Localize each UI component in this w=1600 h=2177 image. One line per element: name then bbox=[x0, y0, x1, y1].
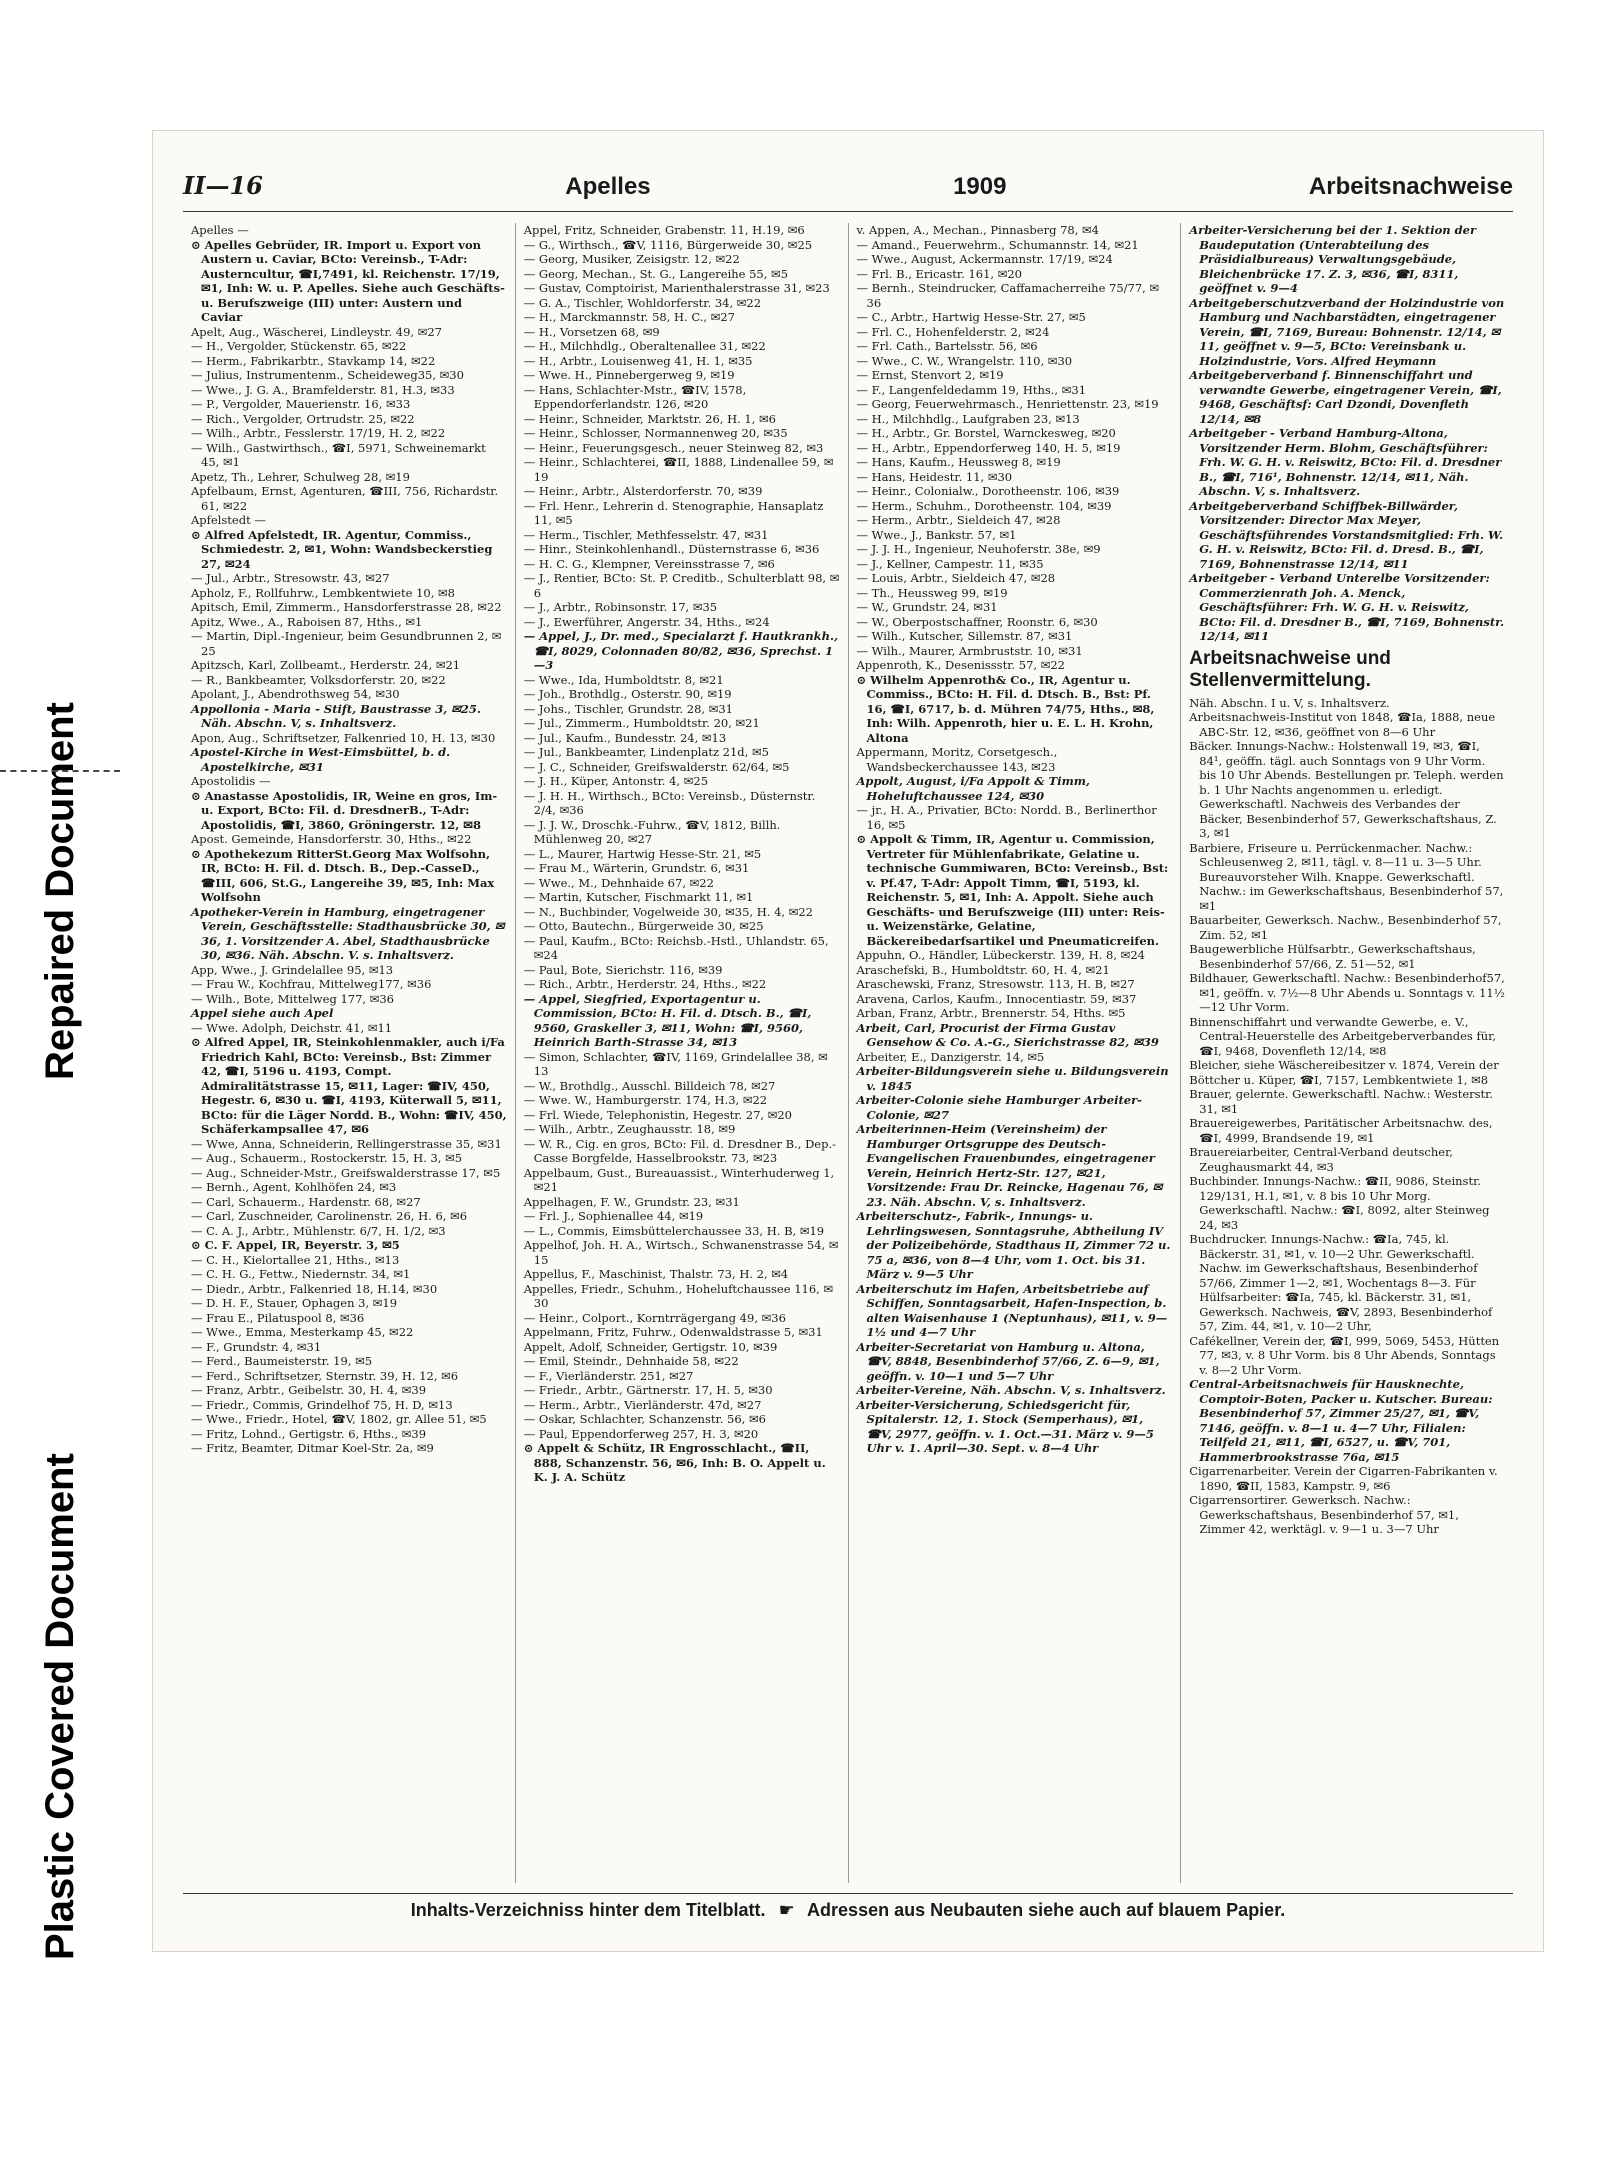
year: 1909 bbox=[953, 173, 1007, 200]
directory-entry: — Oskar, Schlachter, Schanzenstr. 56, ✉6 bbox=[523, 1412, 766, 1426]
directory-entry: — Friedr., Commis, Grindelhof 75, H. D, ✉13 bbox=[191, 1397, 453, 1412]
directory-entry: — F., Langenfeldedamm 19, Hths., ✉31 bbox=[856, 382, 1087, 397]
directory-entry: ⊙ Anastasse Apostolidis, IR, Weine en gros, Im- u. Export, BCto: Fil. d. DresdnerB., T-Adr: Apostolidis, ☎I, 3860, Gröningerstr. 12, ✉8 bbox=[191, 788, 498, 832]
directory-entry: Arbeiter-Versicherung bei der 1. Sektion der Baudeputation (Unterabteilung des Präsidialbureaus) Verwaltungsgebäude, Bleichenbrücke 17. Z. 3, ✉36, ☎I, 8311, geöffnet v. 9—4 bbox=[1189, 223, 1477, 295]
directory-entry: v. Appen, A., Mechan., Pinnasberg 78, ✉4 bbox=[856, 223, 1099, 237]
directory-entry: Bildhauer, Gewerkschaftl. Nachw.: Besenbinderhof57, ✉1, geöffn. v. 7½—8 Uhr Abends u. Sonntags v. 11½—12 Uhr Vorm. bbox=[1189, 971, 1505, 1014]
directory-entry: — Hinr., Steinkohlenhandl., Düsternstrasse 6, ✉36 bbox=[523, 542, 820, 556]
directory-entry: Appellus, F., Maschinist, Thalstr. 73, H. 2, ✉4 bbox=[523, 1267, 789, 1281]
directory-entry: Aravena, Carlos, Kaufm., Innocentiastr. 59, ✉37 bbox=[856, 991, 1137, 1006]
directory-entry: — D. H. F., Stauer, Ophagen 3, ✉19 bbox=[191, 1296, 398, 1310]
directory-entry: Arbeiter-Vereine, Näh. Abschn. V, s. Inhaltsverz. bbox=[856, 1383, 1166, 1397]
directory-entry: Bleicher, siehe Wäschereibesitzer v. 1874, Verein der bbox=[1189, 1058, 1499, 1072]
directory-entry: — Wwe., C. W., Wrangelstr. 110, ✉30 bbox=[856, 353, 1073, 368]
directory-entry: — H., Milchhdlg., Laufgraben 23, ✉13 bbox=[856, 411, 1080, 426]
directory-entry: Apfelstedt — bbox=[191, 513, 266, 527]
directory-entry: — Heinr., Colonialw., Dorotheenstr. 106, ✉39 bbox=[856, 484, 1120, 498]
directory-entry: Appel, Fritz, Schneider, Grabenstr. 11, H.19, ✉6 bbox=[523, 223, 805, 237]
directory-entry: Araschewski, Franz, Stresowstr. 113, H. B, ✉27 bbox=[856, 977, 1135, 991]
directory-entry: — G., Wirthsch., ☎V, 1116, Bürgerweide 30, ✉25 bbox=[523, 237, 813, 252]
directory-entry: — H., Vergolder, Stückenstr. 65, ✉22 bbox=[191, 339, 407, 353]
directory-entry: — H., Vorsetzen 68, ✉9 bbox=[523, 324, 660, 339]
directory-entry: — Wilh., Arbtr., Fesslerstr. 17/19, H. 2, ✉22 bbox=[191, 426, 446, 440]
directory-entry: ⊙ Apothekezum RitterSt.Georg Max Wolfsohn, IR, BCto: H. Fil. d. Dtsch. B., Dep.-CasseD., ☎III, 606, St.G., Langereihe 39, ✉5, Inh: Max Wolfsohn bbox=[191, 846, 495, 904]
directory-entry: Appelbaum, Gust., Bureauassist., Winterhuderweg 1, ✉21 bbox=[523, 1165, 835, 1194]
directory-entry: — W. R., Cig. en gros, BCto: Fil. d. Dresdner B., Dep.-Casse Borgfelde, Hasselbrookstr. 73, ✉23 bbox=[523, 1136, 837, 1165]
divider-dashed bbox=[0, 770, 120, 772]
directory-entry: — Frau W., Kochfrau, Mittelweg177, ✉36 bbox=[191, 977, 432, 991]
directory-entry: — Fritz, Lohnd., Gertigstr. 6, Hths., ✉39 bbox=[191, 1426, 427, 1441]
directory-entry: Cigarrensortirer. Gewerksch. Nachw.: Gewerkschaftshaus, Besenbinderhof 57, ✉1, Zimmer 42, werktägl. v. 9—1 u. 3—7 Uhr bbox=[1189, 1493, 1459, 1536]
directory-entry: ⊙ Alfred Appel, IR, Steinkohlenmakler, auch i/Fa Friedrich Kahl, BCto: Vereinsb., Bst: Zimmer 42, ☎I, 5196 u. 4193, Compt. Admiralitätstrasse 15, ✉11, Lager: ☎IV, 450, Hegestr. 6, ✉30 u. ☎I, 4193, Küterwall 5, ✉11, BCto: für die Läger Nordd. B., Wohn: ☎IV, 450, Schäferkampsallee 47, ✉6 bbox=[191, 1035, 507, 1136]
directory-entry: — J., Arbtr., Robinsonstr. 17, ✉35 bbox=[523, 600, 718, 614]
directory-entry: — G. A., Tischler, Wohldorferstr. 34, ✉22 bbox=[523, 295, 762, 310]
scanned-page-area bbox=[120, 50, 1590, 2010]
directory-entry: — Diedr., Arbtr., Falkenried 18, H.14, ✉30 bbox=[191, 1281, 438, 1296]
directory-entry: — Georg, Mechan., St. G., Langereihe 55, ✉5 bbox=[523, 266, 789, 281]
directory-entry: — J., Kellner, Campestr. 11, ✉35 bbox=[856, 556, 1044, 571]
directory-entry: — W., Grundstr. 24, ✉31 bbox=[856, 600, 998, 614]
column-1 bbox=[183, 223, 516, 1883]
directory-entry: Arbeiter-Colonie siehe Hamburger Arbeiter-Colonie, ✉27 bbox=[856, 1093, 1142, 1122]
directory-entry: Apostel-Kirche in West-Eimsbüttel, b. d. Apostelkirche, ✉31 bbox=[191, 745, 451, 774]
directory-entry: — Bernh., Agent, Kohlhöfen 24, ✉3 bbox=[191, 1180, 397, 1194]
directory-entry: — Rich., Vergolder, Ortrudstr. 25, ✉22 bbox=[191, 411, 415, 426]
directory-entry: Appenroth, K., Desenissstr. 57, ✉22 bbox=[856, 658, 1065, 672]
directory-entry: — Otto, Bautechn., Bürgerweide 30, ✉25 bbox=[523, 919, 764, 933]
directory-entry: — Wilh., Maurer, Armbruststr. 10, ✉31 bbox=[856, 643, 1083, 658]
directory-entry: Apotheker-Verein in Hamburg, eingetragener Verein, Geschäftsstelle: Stadthausbrücke 30, ✉36, 1. Vorsitzender A. Abel, Stadthausbrücke 30, ✉36. Näh. Abschn. V. s. Inhaltsverz. bbox=[191, 904, 505, 962]
directory-entry: — Frl. Henr., Lehrerin d. Stenographie, Hansaplatz 11, ✉5 bbox=[523, 498, 824, 527]
directory-entry: ⊙ Alfred Apfelstedt, IR. Agentur, Commiss., Schmiedestr. 2, ✉1, Wohn: Wandsbeckerstieg 27, ✉24 bbox=[191, 527, 493, 571]
directory-entry: Cigarrenarbeiter. Verein der Cigarren-Fabrikanten v. 1890, ☎II, 1583, Kampstr. 9, ✉6 bbox=[1189, 1464, 1498, 1493]
left-running-title: Apelles bbox=[565, 173, 651, 200]
directory-entry: Arbeitgeber - Verband Unterelbe Vorsitzender: Commerzienrath Joh. A. Menck, Geschäftsführer: Frh. W. G. H. v. Reiswitz, BCto: Fil. d. Dresdner B., ☎I, 7169, Bohnenstr. 12/14, ✉11 bbox=[1189, 571, 1505, 643]
directory-entry: — Emil, Steindr., Dehnhaide 58, ✉22 bbox=[523, 1354, 739, 1368]
right-running-title: Arbeitsnachweise bbox=[1308, 173, 1513, 200]
directory-entry: — Frl. Wiede, Telephonistin, Hegestr. 27, ✉20 bbox=[523, 1107, 792, 1122]
column-2 bbox=[516, 223, 849, 1883]
directory-entry: Arbeiter-Bildungsverein siehe u. Bildungsverein v. 1845 bbox=[856, 1064, 1169, 1093]
directory-entry: — L., Commis, Eimsbüttelerchaussee 33, H. B, ✉19 bbox=[523, 1223, 825, 1238]
pointing-hand-icon: ☛ bbox=[778, 1900, 795, 1921]
directory-entry: — Hans, Kaufm., Heussweg 8, ✉19 bbox=[856, 455, 1061, 469]
directory-entry: Arbeitsnachweis-Institut von 1848, ☎Ia, 1888, neue ABC-Str. 12, ✉36, geöffnet von 8—6 Uhr bbox=[1189, 710, 1496, 739]
directory-entry: — Wwe, Anna, Schneiderin, Rellingerstrasse 35, ✉31 bbox=[191, 1136, 502, 1151]
page-footer bbox=[183, 1893, 1513, 1930]
directory-entry: — Georg, Musiker, Zeisigstr. 12, ✉22 bbox=[523, 252, 740, 266]
directory-entry: Brauereiarbeiter, Central-Verband deutscher, Zeughausmarkt 44, ✉3 bbox=[1189, 1145, 1453, 1174]
directory-entry: — Wilh., Bote, Mittelweg 177, ✉36 bbox=[191, 991, 394, 1006]
directory-entry: — N., Buchbinder, Vogelweide 30, ✉35, H. 4, ✉22 bbox=[523, 904, 813, 919]
directory-entry: — W., Oberpostschaffner, Roonstr. 6, ✉30 bbox=[856, 614, 1098, 629]
directory-entry: Araschefski, B., Humboldtstr. 60, H. 4, ✉21 bbox=[856, 962, 1110, 977]
repaired-document-label: Repaired Document bbox=[38, 702, 82, 1080]
directory-entry: — Wilh., Kutscher, Sillemstr. 87, ✉31 bbox=[856, 629, 1073, 643]
directory-entry: — Heinr., Colport., Korntrrägergang 49, ✉36 bbox=[523, 1310, 786, 1325]
directory-entry: Binnenschiffahrt und verwandte Gewerbe, e. V., Central-Heuerstelle des Arbeitgeberverbandes für, ☎I, 9468, Dovenfleth 12/14, ✉8 bbox=[1189, 1014, 1497, 1058]
footer-left-text: Inhalts-Verzeichniss hinter dem Titelblatt. bbox=[410, 1900, 766, 1920]
directory-entry: — Heinr., Feuerungsgesch., neuer Steinweg 82, ✉3 bbox=[523, 440, 824, 455]
directory-entry: — Fritz, Beamter, Ditmar Koel-Str. 2a, ✉9 bbox=[191, 1441, 434, 1455]
directory-page bbox=[152, 130, 1544, 1952]
directory-entry: Apitzsch, Karl, Zollbeamt., Herderstr. 24, ✉21 bbox=[191, 658, 461, 672]
directory-entry: — J. H., Küper, Antonstr. 4, ✉25 bbox=[523, 774, 709, 788]
directory-entry: — Herm., Fabrikarbtr., Stavkamp 14, ✉22 bbox=[191, 353, 436, 368]
directory-entry: Buchdrucker. Innungs-Nachw.: ☎Ia, 745, kl. Bäckerstr. 31, ✉1, v. 10—2 Uhr. Gewerkschaftl. Nachw. im Gewerkschaftshaus, Besenbinderhof 57/66, Zimmer 1—2, ✉1, Wochentags 8—3. Für Hülfsarbeiter: ☎Ia, 745, kl. Bäckerstr. 31, ✉1, Gewerksch. Nachweis, ☎V, 2893, Besenbinderhof 57, Zim. 44, ✉1, v. 10—2 Uhr, bbox=[1189, 1232, 1493, 1333]
directory-entry: — F., Grundstr. 4, ✉31 bbox=[191, 1339, 322, 1354]
directory-entry: — Aug., Schauerm., Rostockerstr. 15, H. 3, ✉5 bbox=[191, 1151, 463, 1165]
directory-entry: Arbeit, Carl, Procurist der Firma Gustav Gensehow & Co. A.-G., Sierichstrasse 82, ✉39 bbox=[856, 1020, 1159, 1049]
column-3 bbox=[849, 223, 1182, 1883]
directory-entry: — Georg, Feuerwehrmasch., Henriettenstr. 23, ✉19 bbox=[856, 397, 1159, 411]
directory-entry: — Herm., Arbtr., Vierländerstr. 47d, ✉27 bbox=[523, 1397, 762, 1412]
directory-entry: — Franz, Arbtr., Geibelstr. 30, H. 4, ✉39 bbox=[191, 1383, 427, 1397]
directory-entry: — Julius, Instrumentenm., Scheideweg35, ✉30 bbox=[191, 368, 464, 382]
directory-entry: — C. A. J., Arbtr., Mühlenstr. 6/7, H. 1/2, ✉3 bbox=[191, 1223, 446, 1238]
directory-entry: — L., Maurer, Hartwig Hesse-Str. 21, ✉5 bbox=[523, 846, 762, 861]
directory-entry: — Bernh., Steindrucker, Caffamacherreihe 75/77, ✉36 bbox=[856, 281, 1160, 310]
directory-entry: — H., Arbtr., Eppendorferweg 140, H. 5, ✉19 bbox=[856, 440, 1121, 455]
directory-entry: — Frau E., Pilatuspool 8, ✉36 bbox=[191, 1310, 365, 1325]
directory-entry: Arbeitsnachweise und Stellenvermittelung. bbox=[1189, 647, 1391, 691]
directory-entry: — Wwe., Friedr., Hotel, ☎V, 1802, gr. Allee 51, ✉5 bbox=[191, 1412, 487, 1426]
directory-entry: — Heinr., Arbtr., Alsterdorferstr. 70, ✉39 bbox=[523, 484, 763, 498]
directory-entry: Appollonia - Maria - Stift, Baustrasse 3, ✉25. Näh. Abschn. V, s. Inhaltsverz. bbox=[191, 701, 481, 730]
directory-entry: — Rich., Arbtr., Herderstr. 24, Hths., ✉22 bbox=[523, 977, 767, 991]
directory-entry: — Herm., Tischler, Methfesselstr. 47, ✉31 bbox=[523, 527, 769, 542]
directory-entry: Apost. Gemeinde, Hansdorferstr. 30, Hths., ✉22 bbox=[191, 832, 472, 846]
directory-entry: Arbeitgeberverband Schiffbek-Billwärder, Vorsitzender: Director Max Meyer, Geschäftsführendes Vorstandsmitglied: Frh. W. G. H. v. Reiswitz, BCto: Fil. d. Dresd. B., ☎I, 7169, Bohnenstrasse 12/14, ✉11 bbox=[1189, 498, 1504, 571]
directory-entry: Appuhn, O., Händler, Lübeckerstr. 139, H. 8, ✉24 bbox=[856, 948, 1145, 962]
directory-entry: Appel siehe auch Apel bbox=[191, 1006, 334, 1020]
directory-entry: Appelt, Adolf, Schneider, Gertigstr. 10, ✉39 bbox=[523, 1339, 778, 1354]
directory-entry: Appolt, August, i/Fa Appolt & Timm, Hoheluftchaussee 124, ✉30 bbox=[856, 774, 1090, 803]
directory-entry: — Paul, Eppendorferweg 257, H. 3, ✉20 bbox=[523, 1426, 759, 1441]
directory-entry: — Paul, Bote, Sierichstr. 116, ✉39 bbox=[523, 962, 723, 977]
directory-entry: — Hans, Schlachter-Mstr., ☎IV, 1578, Eppendorferlandstr. 126, ✉20 bbox=[523, 382, 747, 411]
directory-entry: — Louis, Arbtr., Sieldeich 47, ✉28 bbox=[856, 571, 1056, 585]
directory-entry: — Th., Heussweg 99, ✉19 bbox=[856, 585, 1008, 600]
directory-entry: — Martin, Kutscher, Fischmarkt 11, ✉1 bbox=[523, 890, 754, 904]
directory-entry: — J. J. W., Droschk.-Fuhrw., ☎V, 1812, Billh. Mühlenweg 20, ✉27 bbox=[523, 817, 781, 846]
directory-entry: Appelmann, Fritz, Fuhrw., Odenwaldstrasse 5, ✉31 bbox=[523, 1325, 823, 1339]
directory-entry: — Wwe. W., Hamburgerstr. 174, H.3, ✉22 bbox=[523, 1093, 768, 1107]
directory-entry: — Wwe. H., Pinnebergerweg 9, ✉19 bbox=[523, 368, 735, 382]
directory-entry: Brauer, gelernte. Gewerkschaftl. Nachw.: Westerstr. 31, ✉1 bbox=[1189, 1087, 1494, 1116]
directory-entry: Arbeitgeber - Verband Hamburg-Altona, Vorsitzender Herm. Blohm, Geschäftsführer: Frh. W. G. H. v. Reiswitz, BCto: Fil. d. Dresdner B., ☎I, 716¹, Bohnenstr. 12/14, ✉11, Näh. Abschn. V, s. Inhaltsverz. bbox=[1189, 426, 1502, 498]
directory-entry: Appermann, Moritz, Corsetgesch., Wandsbeckerchaussee 143, ✉23 bbox=[856, 745, 1058, 774]
directory-entry: — Frl. J., Sophienallee 44, ✉19 bbox=[523, 1209, 704, 1223]
directory-entry: — Friedr., Arbtr., Gärtnerstr. 17, H. 5, ✉30 bbox=[523, 1383, 773, 1397]
directory-entry: Apitz, Wwe., A., Raboisen 87, Hths., ✉1 bbox=[191, 614, 423, 629]
directory-entry: — Jul., Bankbeamter, Lindenplatz 21d, ✉5 bbox=[523, 745, 769, 759]
directory-entry: — H., Marckmannstr. 58, H. C., ✉27 bbox=[523, 310, 735, 324]
column-4 bbox=[1181, 223, 1513, 1883]
directory-entry: Arbeiterinnen-Heim (Vereinsheim) der Hamburger Ortsgruppe des Deutsch-Evangelischen Frauenbundes, eingetragener Verein, Heinrich Hertz-Str. 127, ✉21, Vorsitzende: Frau Dr. Reincke, Hagenau 76, ✉23. Näh. Abschn. V, s. Inhaltsverz. bbox=[856, 1122, 1163, 1209]
directory-entry: — P., Vergolder, Mauerienstr. 16, ✉33 bbox=[191, 397, 411, 411]
directory-entry: — Ferd., Baumeisterstr. 19, ✉5 bbox=[191, 1354, 373, 1368]
directory-entry: — Appel, Siegfried, Exportagentur u. Commission, BCto: H. Fil. d. Dtsch. B., ☎I, 9560, Graskeller 3, ✉11, Wohn: ☎I, 9560, Heinrich Barth-Strasse 34, ✉13 bbox=[523, 991, 812, 1049]
directory-entry: Apholz, F., Rollfuhrw., Lembkentwiete 10, ✉8 bbox=[191, 585, 455, 600]
directory-entry: Apelt, Aug., Wäscherei, Lindleystr. 49, ✉27 bbox=[191, 324, 442, 339]
directory-entry: — Wwe., J., Bankstr. 57, ✉1 bbox=[856, 527, 1017, 542]
directory-entry: Arbeitgeberverband f. Binnenschiffahrt und verwandte Gewerbe, eingetragener Verein, ☎I, 9468, Geschäftsf: Carl Dzondi, Dovenfleth 12/14, ✉8 bbox=[1189, 368, 1502, 426]
directory-entry: ⊙ Wilhelm Appenroth& Co., IR, Agentur u. Commiss., BCto: H. Fil. d. Dtsch. B., Bst: Pf. 16, ☎I, 6717, b. d. Mühren 74/75, Hths., ✉8, Inh: Wilh. Appenroth, hier u. E. L. H. Krohn, Altona bbox=[856, 672, 1155, 745]
directory-entry: — W., Brothdlg., Ausschl. Billdeich 78, ✉27 bbox=[523, 1078, 776, 1093]
directory-entry: — Wwe., Emma, Mesterkamp 45, ✉22 bbox=[191, 1325, 414, 1339]
footer-right-text: Adressen aus Neubauten siehe auch auf blauem Papier. bbox=[807, 1900, 1286, 1920]
directory-entry: — Herm., Schuhm., Dorotheenstr. 104, ✉39 bbox=[856, 498, 1112, 513]
directory-entry: — Paul, Kaufm., BCto: Reichsb.-Hstl., Uhlandstr. 65, ✉24 bbox=[523, 933, 829, 962]
directory-entry: Appelhagen, F. W., Grundstr. 23, ✉31 bbox=[523, 1194, 740, 1209]
directory-entry: — Wwe., August, Ackermannstr. 17/19, ✉24 bbox=[856, 252, 1113, 266]
directory-entry: — H., Arbtr., Louisenweg 41, H. 1, ✉35 bbox=[523, 353, 753, 368]
directory-entry: Central-Arbeitsnachweis für Hausknechte, Comptoir-Boten, Packer u. Kutscher. Bureau: Besenbinderhof 57, Zimmer 25/27, ✉1, ☎V, 7146, geöffn. v. 8—1 u. 4—7 Uhr, Filialen: Teilfeld 21, ✉11, ☎I, 6527, u. ☎V, 701, Hammerbrookstrasse 76a, ✉15 bbox=[1189, 1377, 1493, 1464]
directory-entry: — J. J. H., Ingenieur, Neuhoferstr. 38e, ✉9 bbox=[856, 542, 1101, 556]
directory-entry: — H., Arbtr., Gr. Borstel, Warnckesweg, ✉20 bbox=[856, 426, 1116, 440]
directory-entry: — J., Rentier, BCto: St. P. Creditb., Schulterblatt 98, ✉6 bbox=[523, 571, 840, 600]
directory-entry: — Herm., Arbtr., Sieldeich 47, ✉28 bbox=[856, 513, 1061, 527]
directory-entry: — Carl, Schauerm., Hardenstr. 68, ✉27 bbox=[191, 1194, 421, 1209]
directory-entry: — J. H. H., Wirthsch., BCto: Vereinsb., Düsternstr. 2/4, ✉36 bbox=[523, 788, 816, 817]
directory-entry: — Martin, Dipl.-Ingenieur, beim Gesundbrunnen 2, ✉25 bbox=[191, 629, 502, 658]
directory-entry: Barbiere, Friseure u. Perrückenmacher. Nachw.: Schleusenweg 2, ✉11, tägl. v. 8—11 u. 3—5 Uhr. Bureauvorsteher Wilh. Knappe. Gewerkschaftl. Nachw.: im Gewerkschaftshaus, Besenbinderhof 57, ✉1 bbox=[1189, 840, 1504, 913]
directory-entry: — Jul., Arbtr., Stresowstr. 43, ✉27 bbox=[191, 571, 390, 585]
page-header bbox=[183, 171, 1513, 212]
directory-entry: Arbeiter-Secretariat von Hamburg u. Altona, ☎V, 8848, Besenbinderhof 57/66, Z. 6—9, ✉1, geöffn. v. 10—1 und 5—7 Uhr bbox=[856, 1339, 1160, 1383]
directory-entry: — Wilh., Arbtr., Zeughausstr. 18, ✉9 bbox=[523, 1122, 736, 1136]
directory-entry: — Wwe., M., Dehnhaide 67, ✉22 bbox=[523, 875, 714, 890]
directory-entry: App, Wwe., J. Grindelallee 95, ✉13 bbox=[191, 962, 394, 977]
directory-entry: Näh. Abschn. I u. V, s. Inhaltsverz. bbox=[1189, 695, 1390, 710]
directory-entry: Arbeiter, E., Danzigerstr. 14, ✉5 bbox=[856, 1049, 1045, 1064]
directory-entry: Apelles — bbox=[191, 223, 249, 237]
directory-entry: ⊙ Appolt & Timm, IR, Agentur u. Commission, Vertreter für Mühlenfabrikate, Gelatine u. technische Gummiwaren, BCto: Vereinsb., Bst: v. Pf.47, T-Adr: Appolt Timm, ☎I, 5193, kl. Reichenstr. 5, ✉1, Inh: A. Appolt. Siehe auch Geschäfts- und Berufszweige (III) unter: Reis- u. Weizenstärke, Gelatine, Bäckereibedarfsartikel und Pneumaticreifen. bbox=[856, 832, 1169, 948]
directory-entry: — Frau M., Wärterin, Grundstr. 6, ✉31 bbox=[523, 861, 750, 875]
directory-entry: — Jul., Kaufm., Bundesstr. 24, ✉13 bbox=[523, 730, 727, 745]
directory-entry: — H. C. G., Klempner, Vereinsstrasse 7, ✉6 bbox=[523, 556, 775, 571]
directory-entry: Buchbinder. Innungs-Nachw.: ☎II, 9086, Steinstr. 129/131, H.1, ✉1, v. 8 bis 10 Uhr Morg. Gewerkschaftl. Nachw.: ☎I, 8092, alter Steinweg 24, ✉3 bbox=[1189, 1174, 1490, 1232]
directory-entry: — Heinr., Schneider, Marktstr. 26, H. 1, ✉6 bbox=[523, 411, 777, 426]
directory-entry: Bauarbeiter, Gewerksch. Nachw., Besenbinderhof 57, Zim. 52, ✉1 bbox=[1189, 913, 1502, 942]
directory-entry: — Frl. Cath., Bartelsstr. 56, ✉6 bbox=[856, 339, 1038, 353]
directory-entry: Brauereigewerbes, Paritätischer Arbeitsnachw. des, ☎I, 4999, Brandsende 19, ✉1 bbox=[1189, 1116, 1493, 1145]
page-number: II—16 bbox=[183, 171, 263, 200]
directory-entry: — Frl. C., Hohenfelderstr. 2, ✉24 bbox=[856, 324, 1050, 339]
directory-entry: — C. H. G., Fettw., Niedernstr. 34, ✉1 bbox=[191, 1267, 411, 1281]
directory-entry: ⊙ Apelles Gebrüder, IR. Import u. Export von Austern u. Caviar, BCto: Vereinsb., T-Adr: Austerncultur, ☎I,7491, kl. Reichenstr. 17/19, ✉1, Inh: W. u. P. Apelles. Siehe auch Geschäfts- u. Berufszweige (III) unter: Austern und Caviar bbox=[191, 237, 505, 324]
plastic-covered-document-label: Plastic Covered Document bbox=[38, 1453, 82, 1960]
directory-entry: — Wwe. Adolph, Deichstr. 41, ✉11 bbox=[191, 1020, 393, 1035]
directory-entry: Arbeiterschutz-, Fabrik-, Innungs- u. Lehrlingswesen, Sonntagsruhe, Abtheilung IV der Polizeibehörde, Stadthaus II, Zimmer 72 u. 75 a, ✉36, von 8—4 Uhr, vom 1. Oct. bis 31. März v. 9—5 Uhr bbox=[856, 1209, 1171, 1281]
directory-entry: Arbeitgeberschutzverband der Holzindustrie von Hamburg und Nachbarstädten, eingetragener Verein, ☎I, 7169, Bureau: Bohnenstr. 12/14, ✉11, geöffnet v. 9—5, BCto: Vereinsbank u. Holzindustrie, Vors. Alfred Heymann bbox=[1189, 295, 1505, 368]
directory-entry: Appelhof, Joh. H. A., Wirtsch., Schwanenstrasse 54, ✉15 bbox=[523, 1238, 839, 1267]
directory-entry: Arbeiterschutz im Hafen, Arbeitsbetriebe auf Schiffen, Sonntagsarbeit, Hafen-Inspection, b. alten Waisenhause 1 (Neptunhaus), ✉11, v. 9—1½ und 4—7 Uhr bbox=[856, 1281, 1168, 1339]
directory-entry: — Heinr., Schlachterei, ☎II, 1888, Lindenallee 59, ✉19 bbox=[523, 455, 834, 484]
directory-entry: — Simon, Schlachter, ☎IV, 1169, Grindelallee 38, ✉13 bbox=[523, 1049, 828, 1078]
directory-entry: — Frl. B., Ericastr. 161, ✉20 bbox=[856, 266, 1023, 281]
directory-entry: Arban, Franz, Arbtr., Brennerstr. 54, Hths. ✉5 bbox=[856, 1006, 1126, 1020]
directory-entry: Cafékellner, Verein der, ☎I, 999, 5069, 5453, Hütten 77, ✉3, v. 8 Uhr Vorm. bis 8 Uhr Abends, Sonntags v. 8—2 Uhr Vorm. bbox=[1189, 1333, 1500, 1377]
directory-entry: — C. H., Kielortallee 21, Hths., ✉13 bbox=[191, 1252, 400, 1267]
directory-entry: — F., Vierländerstr. 251, ✉27 bbox=[523, 1368, 694, 1383]
directory-entry: Apon, Aug., Schriftsetzer, Falkenried 10, H. 13, ✉30 bbox=[191, 730, 496, 745]
directory-entry: — Johs., Tischler, Grundstr. 28, ✉31 bbox=[523, 701, 733, 716]
directory-entry: ⊙ Appelt & Schütz, IR Engrosschlacht., ☎II, 888, Schanzenstr. 56, ✉6, Inh: B. O. Appelt u. K. J. A. Schütz bbox=[523, 1441, 826, 1484]
directory-entry: Appelles, Friedr., Schuhm., Hoheluftchaussee 116, ✉30 bbox=[523, 1281, 834, 1310]
directory-entry: ⊙ C. F. Appel, IR, Beyerstr. 3, ✉5 bbox=[191, 1238, 400, 1252]
directory-entry: — R., Bankbeamter, Volksdorferstr. 20, ✉22 bbox=[191, 672, 446, 687]
directory-entry: — Joh., Brothdlg., Osterstr. 90, ✉19 bbox=[523, 687, 732, 701]
directory-entry: Böttcher u. Küper, ☎I, 7157, Lembkentwiete 1, ✉8 bbox=[1189, 1072, 1489, 1087]
directory-entry: — jr., H. A., Privatier, BCto: Nordd. B., Berlinerthor 16, ✉5 bbox=[856, 803, 1157, 832]
directory-entry: — Jul., Zimmerm., Humboldtstr. 20, ✉21 bbox=[523, 716, 760, 730]
directory-entry: — C., Arbtr., Hartwig Hesse-Str. 27, ✉5 bbox=[856, 310, 1086, 324]
directory-entry: — Wilh., Gastwirthsch., ☎I, 5971, Schweinemarkt 45, ✉1 bbox=[191, 440, 486, 469]
directory-entry: Apitsch, Emil, Zimmerm., Hansdorferstrasse 28, ✉22 bbox=[191, 600, 502, 614]
directory-entry: — Amand., Feuerwehrm., Schumannstr. 14, ✉21 bbox=[856, 237, 1139, 252]
directory-entry: — Ernst, Stenvort 2, ✉19 bbox=[856, 368, 1004, 382]
directory-entry: Baugewerbliche Hülfsarbtr., Gewerkschaftshaus, Besenbinderhof 57/66, Z. 51—52, ✉1 bbox=[1189, 942, 1476, 971]
directory-entry: — Wwe., J. G. A., Bramfelderstr. 81, H.3, ✉33 bbox=[191, 382, 455, 397]
directory-entry: Apostolidis — bbox=[191, 774, 271, 788]
directory-entry: — Gustav, Comptoirist, Marienthalerstrasse 31, ✉23 bbox=[523, 281, 830, 295]
directory-entry: — Aug., Schneider-Mstr., Greifswalderstrasse 17, ✉5 bbox=[191, 1165, 501, 1180]
directory-entry: — H., Milchhdlg., Oberaltenallee 31, ✉22 bbox=[523, 339, 766, 353]
directory-entry: Apolant, J., Abendrothsweg 54, ✉30 bbox=[191, 687, 400, 701]
directory-entry: — Wwe., Ida, Humboldtstr. 8, ✉21 bbox=[523, 672, 724, 687]
directory-entry: — J., Ewerführer, Angerstr. 34, Hths., ✉24 bbox=[523, 614, 770, 629]
directory-entry: Arbeiter-Versicherung, Schiedsgericht für, Spitalerstr. 12, 1. Stock (Semperhaus), ✉1, ☎V, 2977, geöffn. v. 1. Oct.—31. März v. 9—5 Uhr v. 1. April—30. Sept. v. 8—4 Uhr bbox=[856, 1397, 1154, 1455]
directory-entry: — Carl, Zuschneider, Carolinenstr. 26, H. 6, ✉6 bbox=[191, 1209, 468, 1223]
directory-columns bbox=[183, 223, 1513, 1883]
directory-entry: — Ferd., Schriftsetzer, Sternstr. 39, H. 12, ✉6 bbox=[191, 1368, 459, 1383]
directory-entry: Apfelbaum, Ernst, Agenturen, ☎III, 756, Richardstr. 61, ✉22 bbox=[191, 484, 499, 513]
directory-entry: — J. C., Schneider, Greifswalderstr. 62/64, ✉5 bbox=[523, 759, 790, 774]
directory-entry: — Heinr., Schlosser, Normannenweg 20, ✉35 bbox=[523, 426, 788, 440]
directory-entry: Apetz, Th., Lehrer, Schulweg 28, ✉19 bbox=[191, 469, 410, 484]
directory-entry: Bäcker. Innungs-Nachw.: Holstenwall 19, ✉3, ☎I, 84¹, geöffn. tägl. auch Sonntags von 9 Uhr Vorm. bis 10 Uhr Abends. Bestellungen pr. Teleph. werden b. 1 Uhr Nachts angenommen u. erledigt. Gewerkschaftl. Nachweis des Verbandes der Bäcker, Besenbinderhof 57, Gewerkschaftshaus, Z. 3, ✉1 bbox=[1189, 739, 1504, 840]
directory-entry: — Appel, J., Dr. med., Specialarzt f. Hautkrankh., ☎I, 8029, Colonnaden 80/82, ✉36, Sprechst. 1—3 bbox=[523, 629, 838, 672]
directory-entry: — Hans, Heidestr. 11, ✉30 bbox=[856, 469, 1013, 484]
